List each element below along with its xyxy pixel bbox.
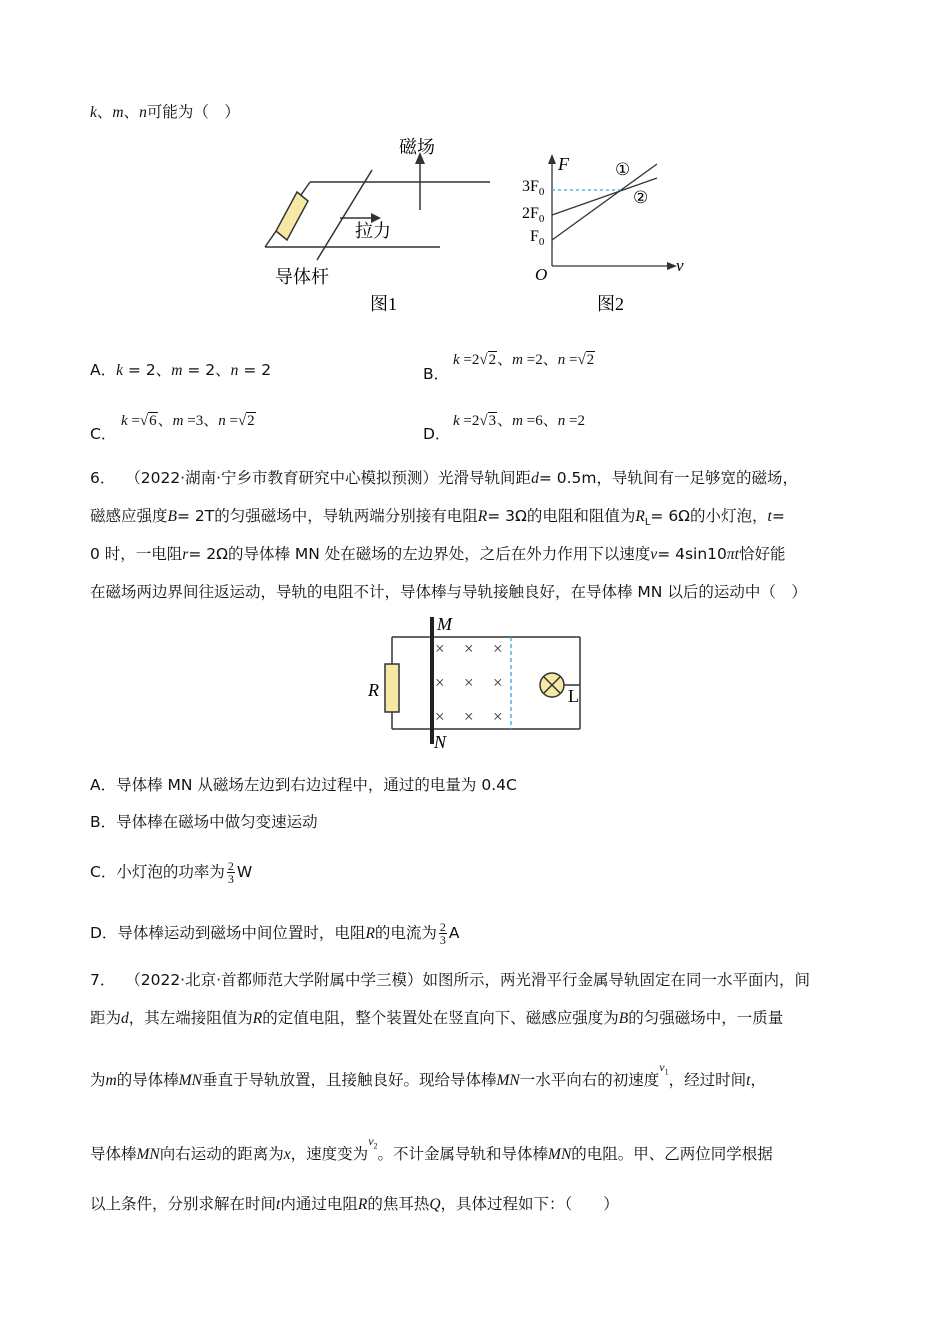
svg-text:×: × bbox=[435, 707, 445, 726]
q5-figure-1 bbox=[255, 130, 500, 320]
fig1-force-label: 拉力 bbox=[355, 221, 391, 241]
svg-text:×: × bbox=[493, 673, 503, 692]
svg-text:×: × bbox=[464, 707, 474, 726]
svg-text:M: M bbox=[437, 614, 452, 634]
svg-text:×: × bbox=[493, 639, 503, 658]
svg-text:×: × bbox=[435, 673, 445, 692]
q7-line-4: 导体棒MN向右运动的距离为x，速度变为$^{v_2}$。不计金属导轨和导体棒MN的电阻。甲、乙两位同学根据 bbox=[90, 1134, 773, 1163]
svg-text:×: × bbox=[464, 639, 474, 658]
q6-option-c[interactable]: C．小灯泡的功率为 $\frac{2}{3}$ W bbox=[90, 859, 253, 886]
q6-line-1: 6． （2022·湖南·宁乡市教育研究中心模拟预测）光滑导轨间距d= 0.5m，导轨间有一足够宽的磁场， bbox=[90, 469, 798, 487]
svg-text:F: F bbox=[558, 154, 569, 174]
svg-text:×: × bbox=[435, 639, 445, 658]
q5-figure-2 bbox=[515, 148, 695, 320]
q6-option-d[interactable]: D．导体棒运动到磁场中间位置时，电阻R的电流为 $\frac{2}{3}$ A bbox=[90, 920, 460, 947]
svg-text:O: O bbox=[535, 265, 548, 284]
svg-text:N: N bbox=[434, 732, 447, 750]
fig1-rod-label: 导体杆 bbox=[275, 267, 329, 287]
q7-line-5: 以上条件，分别求解在时间t内通过电阻R的焦耳热Q，具体过程如下：（ ） bbox=[90, 1195, 619, 1213]
q6-line-4: 在磁场两边界间往返运动，导轨的电阻不计，导体棒与导轨接触良好，在导体棒 MN 以后的运动中（ ） bbox=[90, 583, 807, 601]
q5-option-d-letter[interactable]: D． bbox=[423, 425, 451, 443]
q7-line-3: 为m的导体棒MN垂直于导轨放置，且接触良好。现给导体棒MN一水平向右的初速度$^{v_1}$，经过时间t， bbox=[90, 1060, 766, 1089]
q6-option-b[interactable]: B．导体棒在磁场中做匀变速运动 bbox=[90, 813, 318, 831]
svg-text:F0: $F_0$ bbox=[530, 228, 545, 248]
q6-circuit-figure bbox=[360, 612, 600, 750]
q5-option-b[interactable]: k =2√2、m =2、n =√2 bbox=[453, 352, 595, 368]
q6-line-3: 0 时，一电阻r= 2Ω的导体棒 MN 处在磁场的左边界处，之后在外力作用下以速度v= 4sin10πt恰好能 bbox=[90, 545, 786, 563]
q5-option-b-letter[interactable]: B． bbox=[423, 365, 450, 383]
q6-line-2: 磁感应强度B= 2T的匀强磁场中，导轨两端分别接有电阻R= 3Ω的电阻和阻值为$R_L= 6\Omega$的小灯泡，t= bbox=[90, 507, 785, 529]
q5-option-d[interactable]: k =2√3、m =6、n =2 bbox=[453, 413, 585, 429]
q5-option-a[interactable]: A．k = 2、m = 2、n = 2 bbox=[90, 361, 272, 379]
q6-option-a[interactable]: A．导体棒 MN 从磁场左边到右边过程中，通过的电量为 0.4C bbox=[90, 776, 517, 794]
q7-line-1: 7． （2022·北京·首都师范大学附属中学三模）如图所示，两光滑平行金属导轨固定在同一水平面内，间 bbox=[90, 971, 811, 989]
svg-text:v: v bbox=[676, 256, 684, 275]
svg-text:3F0: $3F_0$ bbox=[522, 178, 545, 198]
fig2-caption: 图2 bbox=[597, 294, 624, 314]
q5-stem: k、m、n可能为（ ） bbox=[90, 103, 240, 121]
fig1-field-label: 磁场 bbox=[399, 137, 435, 157]
q7-line-2: 距为d，其左端接阻值为R的定值电阻，整个装置处在竖直向下、磁感应强度为B的匀强磁场中，一质量 bbox=[90, 1009, 784, 1027]
svg-text:R: R bbox=[368, 680, 379, 700]
svg-text:L: L bbox=[568, 686, 579, 706]
q5-option-c-letter[interactable]: C． bbox=[90, 425, 117, 443]
fig2-line-1-label: ① bbox=[615, 160, 631, 179]
svg-text:×: × bbox=[464, 673, 474, 692]
q5-option-c[interactable]: k =√6、m =3、n =√2 bbox=[121, 413, 255, 429]
fig1-caption: 图1 bbox=[370, 294, 397, 314]
fig2-line-2-label: ② bbox=[633, 188, 649, 207]
svg-text:×: × bbox=[493, 707, 503, 726]
svg-text:2F0: $2F_0$ bbox=[522, 205, 545, 225]
